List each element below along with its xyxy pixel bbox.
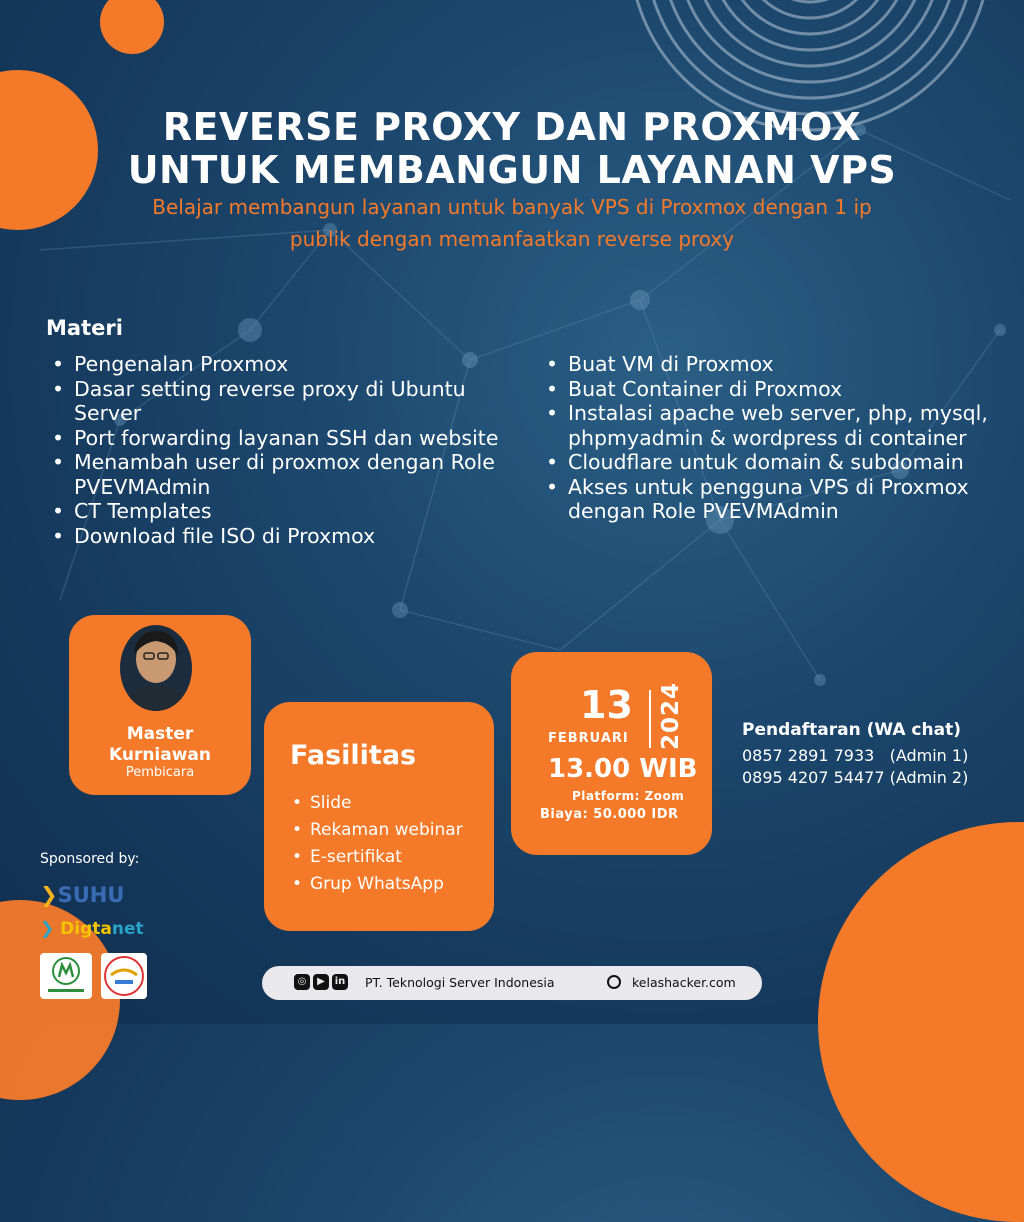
materi-heading: Materi — [46, 316, 123, 340]
event-time: 13.00 WIB — [548, 754, 698, 784]
registration-heading: Pendaftaran (WA chat) — [742, 720, 961, 740]
speaker-name-line-1: Master — [126, 724, 194, 744]
speaker-role: Pembicara — [125, 765, 195, 780]
list-item: • Buat VM di Proxmox — [542, 352, 992, 377]
materi-list-left — [48, 352, 518, 548]
list-item: • Pengenalan Proxmox — [48, 352, 518, 377]
fasilitas-list — [290, 790, 463, 898]
digtanet-logo-text-b: net — [111, 919, 144, 939]
list-item: • Rekaman webinar — [290, 817, 463, 844]
digtanet-logo — [40, 919, 144, 939]
materi-list-right — [542, 352, 992, 524]
event-day: 13 — [580, 683, 633, 727]
speaker-photo — [120, 625, 192, 711]
suhu-logo — [40, 883, 124, 907]
sponsor-logo-green — [40, 953, 92, 999]
list-item: • Buat Container di Proxmox — [542, 377, 992, 402]
list-item: • Port forwarding layanan SSH dan website — [48, 426, 518, 451]
list-item: • Akses untuk pengguna VPS di Proxmox dengan Role PVEVMAdmin — [542, 475, 992, 524]
speaker-name-line-2: Kurniawan — [108, 745, 212, 765]
sponsor-logo-badge — [101, 953, 147, 999]
footer-bar — [262, 966, 762, 1000]
event-year-box — [656, 681, 686, 750]
event-platform: Platform: Zoom — [572, 789, 685, 803]
instagram-icon[interactable]: ◎ — [294, 974, 310, 990]
social-icons — [294, 974, 348, 990]
title-line-2: UNTUK MEMBANGUN LAYANAN VPS — [127, 148, 897, 192]
list-item: • Download file ISO di Proxmox — [48, 524, 518, 549]
list-item: • Slide — [290, 790, 463, 817]
event-year: 2024 — [658, 681, 684, 750]
footer-website-link[interactable]: kelashacker.com — [632, 975, 736, 990]
sponsored-label: Sponsored by: — [40, 851, 140, 867]
list-item: • Instalasi apache web server, php, mysql, phpmyadmin & wordpress di container — [542, 401, 992, 450]
list-item: • Cloudflare untuk domain & subdomain — [542, 450, 992, 475]
digtanet-chevron-icon: ❯ — [40, 919, 55, 939]
footer-company: PT. Teknologi Server Indonesia — [365, 975, 555, 990]
globe-icon — [607, 975, 621, 989]
event-month: FEBRUARI — [548, 731, 629, 746]
fasilitas-heading: Fasilitas — [290, 740, 417, 771]
event-fee: Biaya: 50.000 IDR — [540, 807, 679, 822]
subtitle-line-1: Belajar membangun layanan untuk banyak VPS di Proxmox dengan 1 ip — [152, 195, 872, 219]
title-line-1: REVERSE PROXY DAN PROXMOX — [162, 105, 862, 149]
subtitle-line-2: publik dengan memanfaatkan reverse proxy — [289, 227, 735, 251]
registration-contact-1[interactable]: 0857 2891 7933 (Admin 1) — [742, 746, 969, 765]
list-item: • Menambah user di proxmox dengan Role PVEVMAdmin — [48, 450, 518, 499]
list-item: • E-sertifikat — [290, 844, 463, 871]
list-item: • CT Templates — [48, 499, 518, 524]
suhu-logo-text: SUHU — [57, 883, 125, 907]
list-item: • Grup WhatsApp — [290, 871, 463, 898]
suhu-chevron-icon: ❯ — [40, 883, 58, 907]
youtube-icon[interactable]: ▶ — [313, 974, 329, 990]
registration-contact-2[interactable]: 0895 4207 54477 (Admin 2) — [742, 768, 969, 787]
digtanet-logo-text-a: Digta — [60, 919, 112, 939]
list-item: • Dasar setting reverse proxy di Ubuntu Server — [48, 377, 518, 426]
linkedin-icon[interactable]: in — [332, 974, 348, 990]
date-divider — [649, 690, 651, 748]
